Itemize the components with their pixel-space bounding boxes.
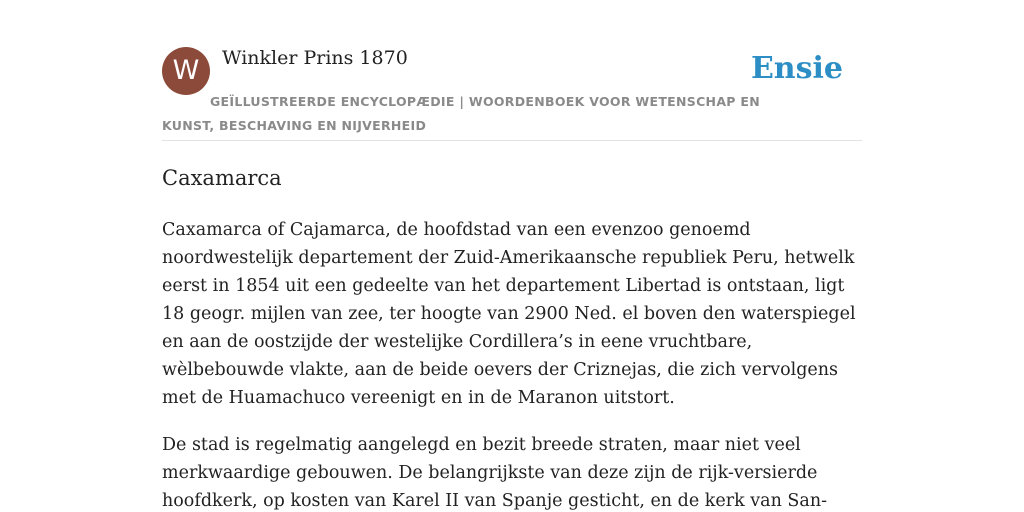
paragraph-2: De stad is regelmatig aangelegd en bezit breede straten, maar niet veel merkwaardige gebouwen. De belangrijkste van deze zijn de rijk-versierde hoofdkerk, op kosten van Karel II van Spanje gesticht, en de kerk van San- [162,435,828,511]
source-subtitle: GEÏLLUSTREERDE ENCYCLOPÆDIE | WOORDENBOEK VOOR WETENSCHAP EN KUNST, BESCHAVING EN NIJVERHEID [162,94,760,133]
entry-header [162,46,862,141]
article-body [162,216,864,512]
source-avatar[interactable]: W [162,47,210,95]
article-title: Caxamarca [162,166,282,190]
paragraph-1: Caxamarca of Cajamarca, de hoofdstad van een evenzoo genoemd noordwestelijk departement der Zuid-Amerikaansche republiek Peru, hetwelk eerst in 1854 uit een gedeelte van het departement Libertad is ontstaan, ligt 18 geogr. mijlen van zee, ter hoogte van 2900 Ned. el boven den waterspiegel en aan de oostzijde der westelijke Cordillera’s in eene vruchtbare, wèlbebouwde vlakte, aan de beide oevers der Criznejas, die zich vervolgens met de Huamachuco vereenigt en in de Maranon uitstort. [162,220,856,408]
source-title-link[interactable]: Winkler Prins 1870 [222,47,408,69]
ensie-logo[interactable]: Ensie [750,51,843,86]
